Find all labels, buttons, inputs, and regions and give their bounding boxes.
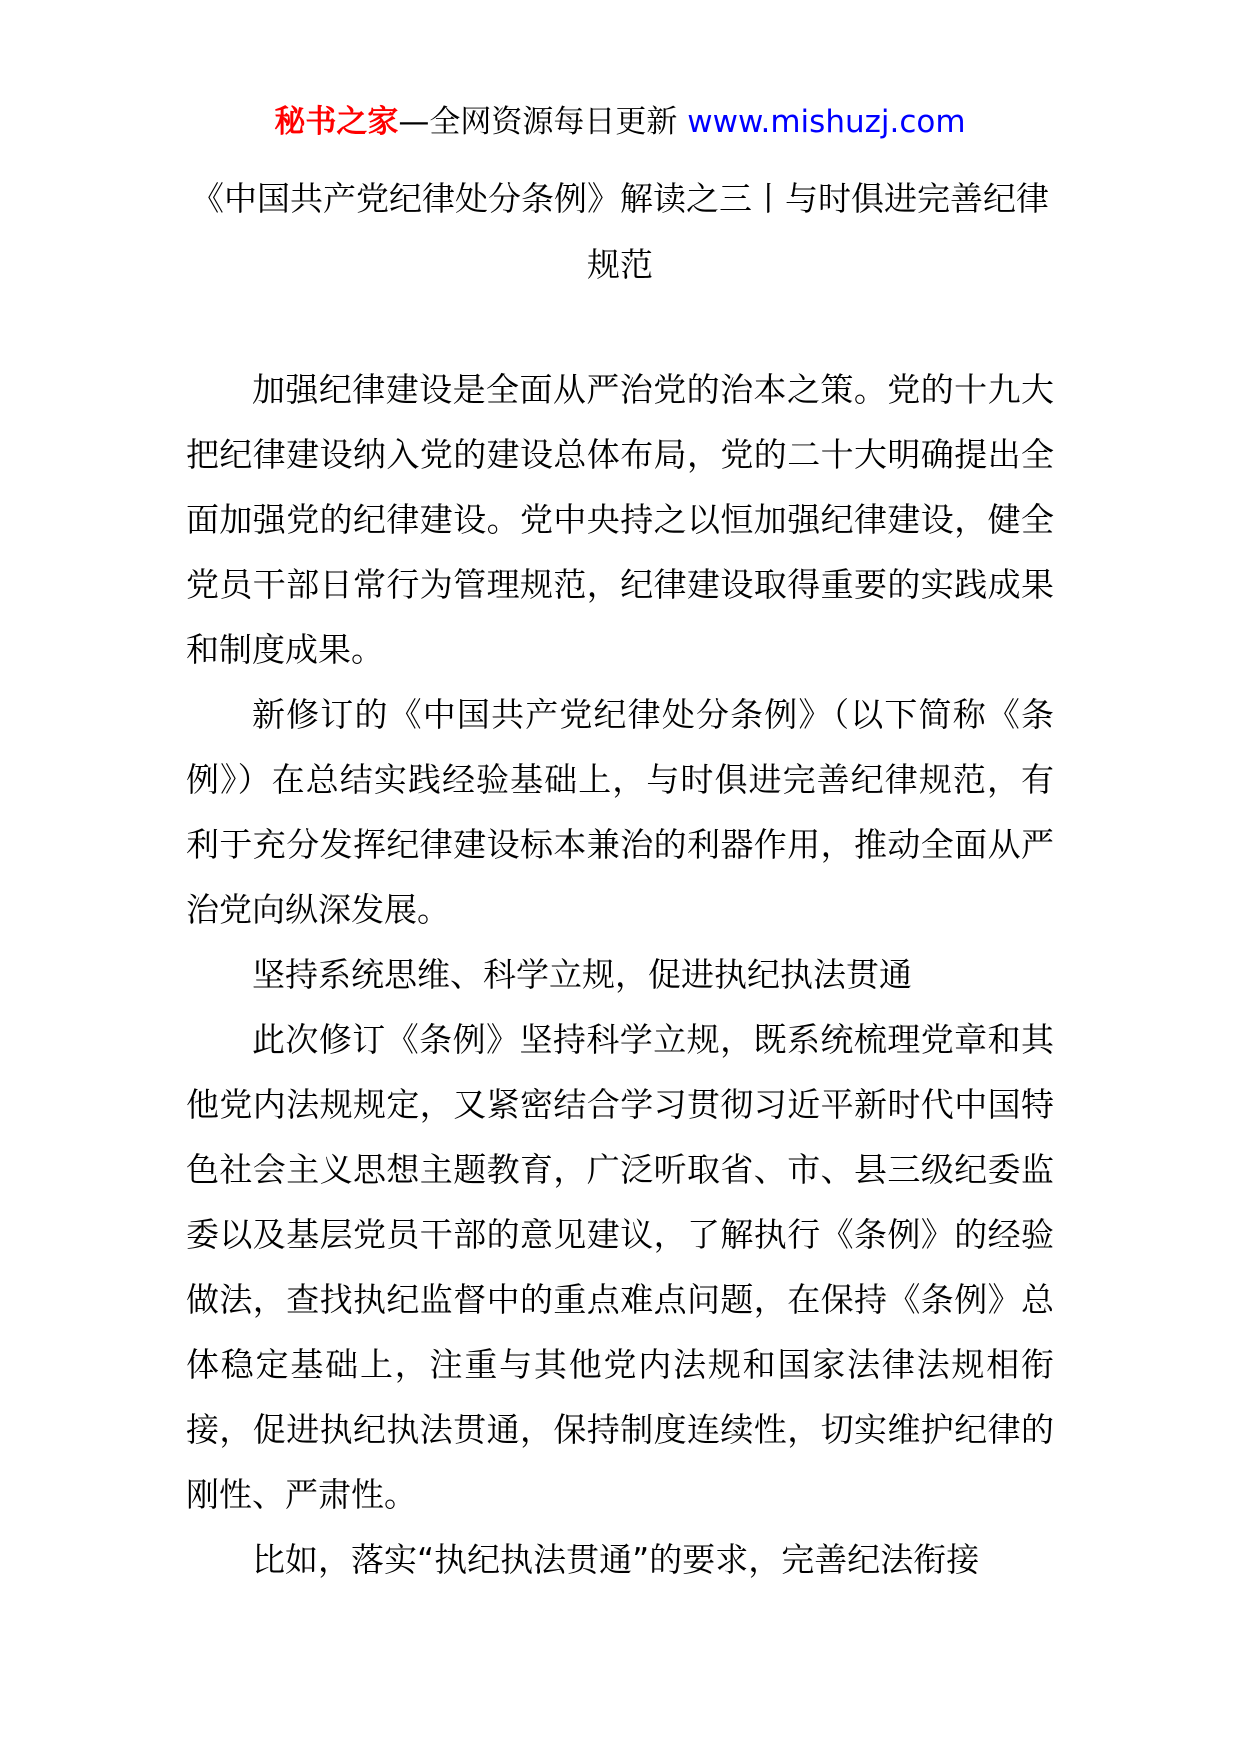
brand-name: 秘书之家 [274, 104, 399, 140]
body-paragraph: 新修订的《中国共产党纪律处分条例》（以下简称《条例》）在总结实践经验基础上，与时俱进完善纪律规范，有利于充分发挥纪律建设标本兼治的利器作用，推动全面从严治党向纵深发展。 [186, 695, 1054, 929]
section-heading: 坚持系统思维、科学立规，促进执纪执法贯通 [252, 955, 912, 994]
header-tagline: —全网资源每日更新 [398, 104, 688, 140]
site-url-link[interactable]: www.mishuzj.com [687, 104, 966, 140]
body-paragraph: 加强纪律建设是全面从严治党的治本之策。党的十九大把纪律建设纳入党的建设总体布局，党的二十大明确提出全面加强党的纪律建设。党中央持之以恒加强纪律建设，健全党员干部日常行为管理规范，纪律建设取得重要的实践成果和制度成果。 [186, 370, 1054, 669]
body-paragraph: 比如，落实“执纪执法贯通”的要求，完善纪法衔接 [252, 1540, 980, 1579]
document-title: 《中国共产党纪律处分条例》解读之三丨与时俱进完善纪律规范 [191, 179, 1049, 284]
document-body [186, 357, 1054, 1592]
site-header [0, 100, 1240, 144]
body-paragraph: 此次修订《条例》坚持科学立规，既系统梳理党章和其他党内法规规定，又紧密结合学习贯彻习近平新时代中国特色社会主义思想主题教育，广泛听取省、市、县三级纪委监委以及基层党员干部的意见建议，了解执行《条例》的经验做法，查找执纪监督中的重点难点问题，在保持《条例》总体稳定基础上，注重与其他党内法规和国家法律法规相衔接，促进执纪执法贯通，保持制度连续性，切实维护纪律的刚性、严肃性。 [186, 1020, 1054, 1514]
